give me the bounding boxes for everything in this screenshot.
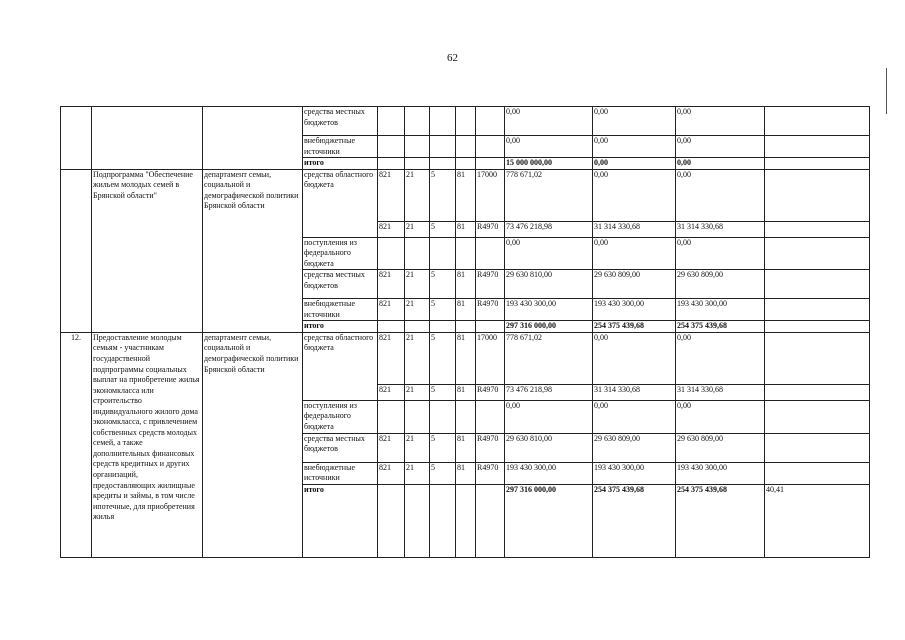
code-cell: 21	[405, 384, 430, 400]
total-cell: 297 316 000,00	[505, 321, 593, 333]
table-row	[61, 332, 870, 384]
code-cell: 5	[430, 332, 456, 384]
amount-cell: 29 630 810,00	[505, 270, 593, 299]
code-cell: 21	[405, 332, 430, 384]
source-cell: средства местных бюджетов	[303, 107, 378, 136]
source-cell: итого	[303, 484, 378, 557]
margin-line	[886, 68, 887, 114]
amount-cell: 29 630 809,00	[676, 270, 765, 299]
code-cell: R4970	[476, 221, 505, 237]
table-row	[61, 107, 870, 136]
source-cell: средства областного бюджета	[303, 332, 378, 400]
code-cell: R4970	[476, 462, 505, 484]
code-cell: R4970	[476, 433, 505, 462]
code-cell: 5	[430, 299, 456, 321]
amount-cell: 0,00	[593, 169, 676, 221]
code-cell: 81	[456, 384, 476, 400]
code-cell: 21	[405, 221, 430, 237]
code-cell: 821	[378, 221, 405, 237]
item-name: Предоставление молодым семьям - участникам государственной подпрограммы социальных выплат на приобретение жилья экономкласса или строительство индивидуального жилого дома экономкласса, с привлечением собственных средств молодых семей, а также дополнительных финансовых средств кредитных и других организаций, предоставляющих жилищные кредиты и займы, в том числе ипотечные, для приобретения жилья	[92, 332, 203, 557]
amount-cell: 778 671,02	[505, 169, 593, 221]
amount-cell: 0,00	[676, 136, 765, 158]
code-cell: 821	[378, 299, 405, 321]
amount-cell: 0,00	[505, 136, 593, 158]
amount-cell: 193 430 300,00	[593, 462, 676, 484]
code-cell: 81	[456, 462, 476, 484]
total-cell: 254 375 439,68	[676, 321, 765, 333]
code-cell: R4970	[476, 299, 505, 321]
amount-cell: 0,00	[593, 107, 676, 136]
code-cell: 821	[378, 384, 405, 400]
total-cell: 15 000 000,00	[505, 158, 593, 170]
amount-cell: 29 630 809,00	[676, 433, 765, 462]
amount-cell: 29 630 809,00	[593, 270, 676, 299]
percent-cell: 40,41	[765, 484, 870, 557]
amount-cell: 0,00	[676, 237, 765, 270]
amount-cell: 0,00	[505, 237, 593, 270]
amount-cell: 0,00	[676, 332, 765, 384]
code-cell: 17000	[476, 169, 505, 221]
code-cell: 81	[456, 221, 476, 237]
code-cell: 17000	[476, 332, 505, 384]
amount-cell: 0,00	[676, 400, 765, 433]
code-cell: 821	[378, 462, 405, 484]
code-cell: 5	[430, 221, 456, 237]
code-cell: 821	[378, 169, 405, 221]
code-cell: 821	[378, 433, 405, 462]
table-row	[61, 169, 870, 221]
amount-cell: 31 314 330,68	[593, 221, 676, 237]
source-cell: средства местных бюджетов	[303, 270, 378, 299]
amount-cell: 193 430 300,00	[676, 462, 765, 484]
amount-cell: 193 430 300,00	[505, 462, 593, 484]
source-cell: внебюджетные источники	[303, 299, 378, 321]
code-cell: 21	[405, 270, 430, 299]
total-cell: 254 375 439,68	[593, 321, 676, 333]
amount-cell: 0,00	[676, 169, 765, 221]
total-cell: 297 316 000,00	[505, 484, 593, 557]
source-cell: поступления из федерального бюджета	[303, 237, 378, 270]
budget-table	[60, 106, 870, 558]
source-cell: внебюджетные источники	[303, 462, 378, 484]
source-cell: итого	[303, 321, 378, 333]
amount-cell: 31 314 330,68	[676, 384, 765, 400]
amount-cell: 193 430 300,00	[676, 299, 765, 321]
amount-cell: 193 430 300,00	[593, 299, 676, 321]
code-cell: 821	[378, 332, 405, 384]
code-cell: 5	[430, 433, 456, 462]
amount-cell: 0,00	[593, 136, 676, 158]
item-number: 12.	[61, 332, 92, 557]
amount-cell: 0,00	[505, 400, 593, 433]
code-cell: 21	[405, 169, 430, 221]
amount-cell: 73 476 218,98	[505, 221, 593, 237]
amount-cell: 0,00	[676, 107, 765, 136]
code-cell: 81	[456, 433, 476, 462]
amount-cell: 0,00	[593, 237, 676, 270]
amount-cell: 29 630 809,00	[593, 433, 676, 462]
source-cell: поступления из федерального бюджета	[303, 400, 378, 433]
total-cell: 0,00	[676, 158, 765, 170]
source-cell: итого	[303, 158, 378, 170]
code-cell: 5	[430, 384, 456, 400]
amount-cell: 29 630 810,00	[505, 433, 593, 462]
source-cell: средства местных бюджетов	[303, 433, 378, 462]
code-cell: 5	[430, 270, 456, 299]
amount-cell: 0,00	[593, 400, 676, 433]
code-cell: 821	[378, 270, 405, 299]
total-cell: 254 375 439,68	[676, 484, 765, 557]
amount-cell: 31 314 330,68	[593, 384, 676, 400]
amount-cell: 0,00	[593, 332, 676, 384]
source-cell: средства областного бюджета	[303, 169, 378, 237]
total-cell: 0,00	[593, 158, 676, 170]
source-cell: внебюджетные источники	[303, 136, 378, 158]
amount-cell: 0,00	[505, 107, 593, 136]
department-cell: департамент семьи, социальной и демографической политики Брянской области	[203, 169, 303, 332]
amount-cell: 193 430 300,00	[505, 299, 593, 321]
code-cell: 81	[456, 169, 476, 221]
code-cell: 21	[405, 462, 430, 484]
page-number: 62	[447, 52, 458, 64]
code-cell: 21	[405, 299, 430, 321]
code-cell: 81	[456, 332, 476, 384]
code-cell: 81	[456, 299, 476, 321]
department-cell: департамент семьи, социальной и демографической политики Брянской области	[203, 332, 303, 557]
code-cell: 81	[456, 270, 476, 299]
amount-cell: 31 314 330,68	[676, 221, 765, 237]
code-cell: 5	[430, 169, 456, 221]
code-cell: R4970	[476, 384, 505, 400]
subprogram-name: Подпрограмма "Обеспечение жильем молодых семей в Брянской области"	[92, 169, 203, 332]
amount-cell: 778 671,02	[505, 332, 593, 384]
amount-cell: 73 476 218,98	[505, 384, 593, 400]
code-cell: 5	[430, 462, 456, 484]
code-cell: 21	[405, 433, 430, 462]
total-cell: 254 375 439,68	[593, 484, 676, 557]
code-cell: R4970	[476, 270, 505, 299]
